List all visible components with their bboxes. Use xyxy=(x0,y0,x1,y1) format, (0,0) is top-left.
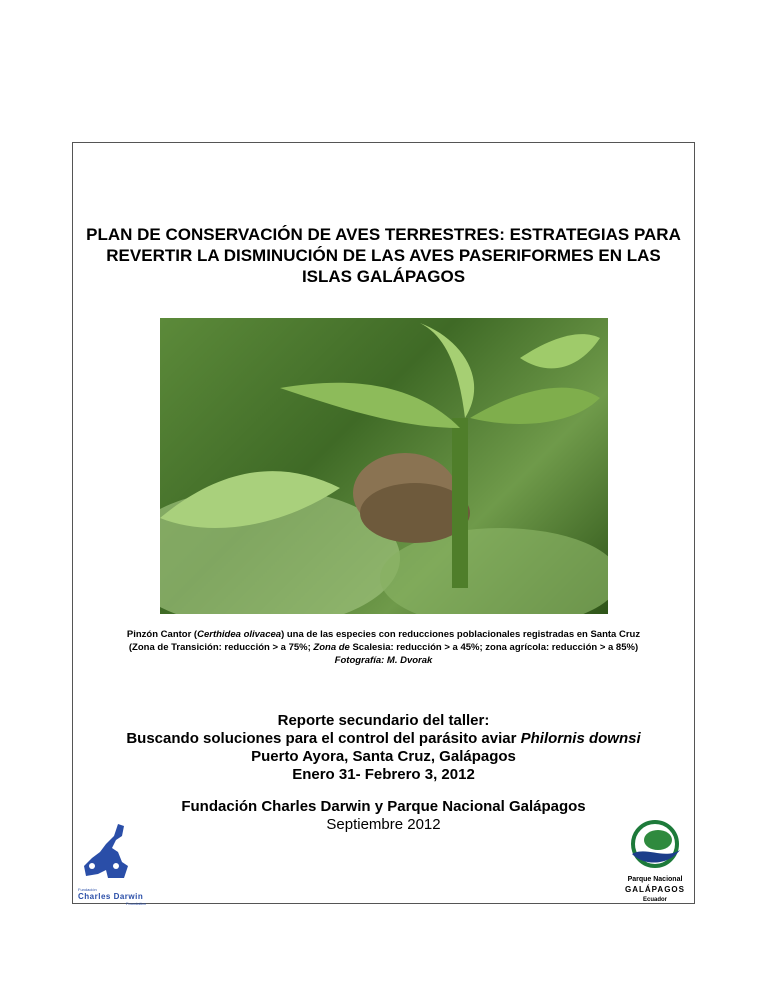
document-title xyxy=(72,224,695,287)
pn-logo-line2: GALÁPAGOS xyxy=(625,885,685,894)
photo-credit: Fotografía: M. Dvorak xyxy=(334,655,433,666)
cdf-logo-small: Fundación xyxy=(78,887,97,892)
tortoise-circle-logo-icon xyxy=(622,820,688,870)
pn-logo-line1: Parque Nacional xyxy=(627,876,683,883)
cdf-logo xyxy=(78,822,146,906)
caption-text: Pinzón Cantor ( xyxy=(126,629,198,640)
title-line: PLAN DE CONSERVACIÓN DE AVES TERRESTRES: ESTRATEGIAS PARA xyxy=(86,225,681,244)
organization-names: Fundación Charles Darwin y Parque Nacional Galápagos xyxy=(181,798,586,815)
cdf-logo-sub: Foundation xyxy=(125,901,146,906)
title-line: ISLAS GALÁPAGOS xyxy=(301,267,466,286)
dates: Enero 31- Febrero 3, 2012 xyxy=(292,766,475,783)
caption-text: (Zona de Transición: reducción > a 75%; xyxy=(128,642,314,653)
pn-logo-line3: Ecuador xyxy=(642,897,667,903)
photo-caption xyxy=(72,628,695,667)
workshop-title: Buscando soluciones para el control del parásito aviar xyxy=(126,730,521,747)
title-line: REVERTIR LA DISMINUCIÓN DE LAS AVES PASERIFORMES EN LAS xyxy=(106,246,661,265)
cover-photo-bird xyxy=(160,318,608,614)
report-subtitle: Reporte secundario del taller: xyxy=(277,712,490,729)
caption-text: ) una de las especies con reducciones poblacionales registradas en Santa Cruz xyxy=(281,629,641,640)
organizations xyxy=(72,798,695,834)
caption-text: Scalesia: reducción > a 45%; zona agrícola: reducción > a 85%) xyxy=(349,642,639,653)
report-info xyxy=(72,712,695,784)
caption-italic: Zona de xyxy=(313,642,350,653)
pn-galapagos-logo xyxy=(622,820,688,905)
parasite-species: Philornis downsi xyxy=(520,730,641,747)
location: Puerto Ayora, Santa Cruz, Galápagos xyxy=(251,748,516,765)
publication-date: Septiembre 2012 xyxy=(326,816,441,833)
caption-species: Certhidea olivacea xyxy=(197,629,282,640)
tortoise-logo-icon xyxy=(78,822,138,882)
cdf-logo-name: Charles Darwin xyxy=(78,892,144,901)
